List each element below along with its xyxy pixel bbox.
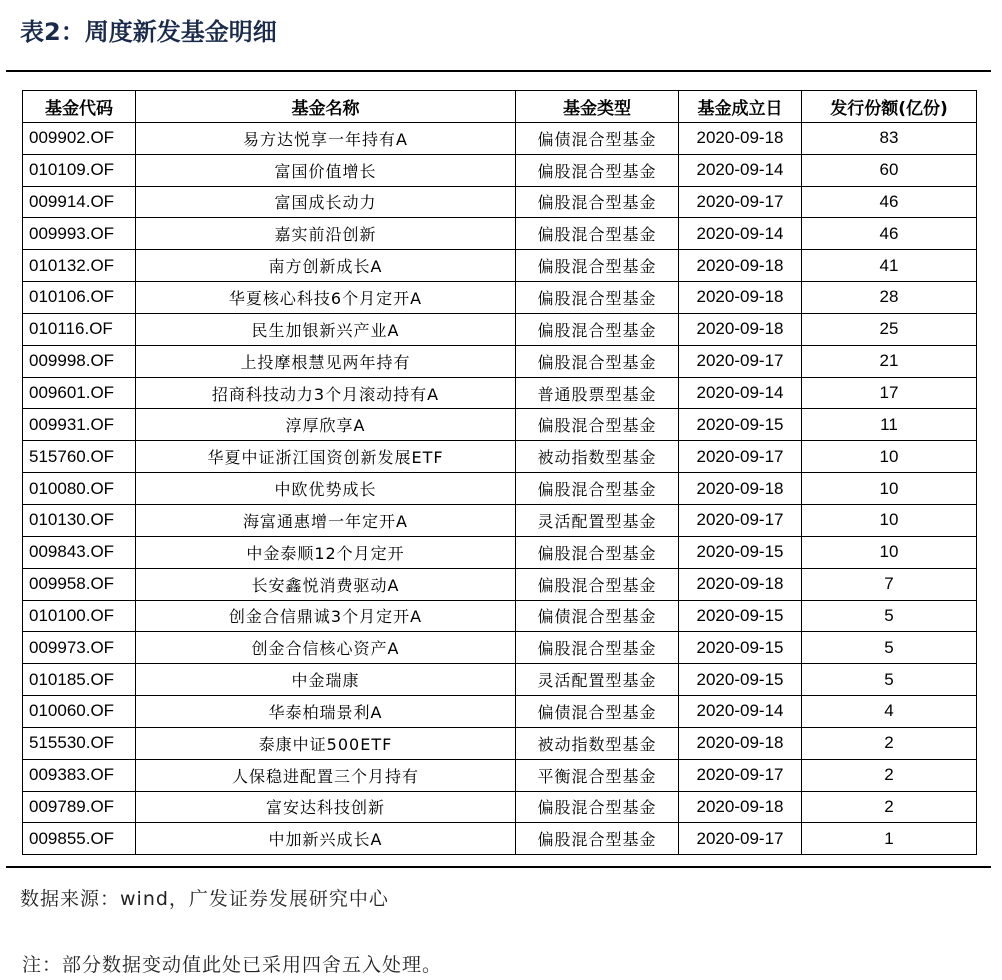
fund-code-cell: 009931.OF [23,409,136,441]
fund-type-cell: 偏股混合型基金 [516,345,679,377]
fund-code-cell: 009973.OF [23,632,136,664]
issue-shares-cell: 41 [802,250,977,282]
fund-type-cell: 偏股混合型基金 [516,632,679,664]
fund-code-cell: 010106.OF [23,282,136,314]
header-inception-date: 基金成立日 [679,91,802,123]
table-row [23,823,977,855]
source-note: 数据来源：wind，广发证券发展研究中心 [20,888,389,910]
fund-type-cell: 偏股混合型基金 [516,154,679,186]
table-row [23,632,977,664]
issue-shares-cell: 21 [802,345,977,377]
fund-type-cell: 平衡混合型基金 [516,759,679,791]
table-row [23,409,977,441]
fund-name-cell: 富国价值增长 [136,154,516,186]
fund-code-cell: 010100.OF [23,600,136,632]
fund-name-cell: 易方达悦享一年持有A [136,122,516,154]
table-row [23,504,977,536]
fund-code-cell: 009843.OF [23,536,136,568]
inception-date-cell: 2020-09-15 [679,600,802,632]
fund-code-cell: 010185.OF [23,664,136,696]
inception-date-cell: 2020-09-17 [679,823,802,855]
issue-shares-cell: 5 [802,632,977,664]
inception-date-cell: 2020-09-14 [679,218,802,250]
issue-shares-cell: 17 [802,377,977,409]
fund-type-cell: 灵活配置型基金 [516,664,679,696]
issue-shares-cell: 46 [802,186,977,218]
header-fund-type: 基金类型 [516,91,679,123]
fund-name-cell: 民生加银新兴产业A [136,313,516,345]
inception-date-cell: 2020-09-14 [679,696,802,728]
inception-date-cell: 2020-09-18 [679,473,802,505]
table-row [23,600,977,632]
fund-name-cell: 创金合信鼎诚3个月定开A [136,600,516,632]
inception-date-cell: 2020-09-15 [679,536,802,568]
inception-date-cell: 2020-09-15 [679,409,802,441]
table-row [23,664,977,696]
fund-name-cell: 中加新兴成长A [136,823,516,855]
fund-code-cell: 009855.OF [23,823,136,855]
fund-table [22,90,977,855]
issue-shares-cell: 11 [802,409,977,441]
issue-shares-cell: 7 [802,568,977,600]
inception-date-cell: 2020-09-17 [679,759,802,791]
fund-type-cell: 偏债混合型基金 [516,122,679,154]
fund-name-cell: 嘉实前沿创新 [136,218,516,250]
issue-shares-cell: 10 [802,441,977,473]
inception-date-cell: 2020-09-18 [679,122,802,154]
fund-name-cell: 中欧优势成长 [136,473,516,505]
issue-shares-cell: 2 [802,727,977,759]
fund-name-cell: 富国成长动力 [136,186,516,218]
fund-code-cell: 010116.OF [23,313,136,345]
fund-name-cell: 创金合信核心资产A [136,632,516,664]
table-row [23,154,977,186]
fund-name-cell: 华夏中证浙江国资创新发展ETF [136,441,516,473]
issue-shares-cell: 28 [802,282,977,314]
fund-code-cell: 009914.OF [23,186,136,218]
fund-type-cell: 偏股混合型基金 [516,313,679,345]
fund-type-cell: 偏股混合型基金 [516,568,679,600]
header-issue-shares: 发行份额(亿份) [802,91,977,123]
fund-type-cell: 灵活配置型基金 [516,504,679,536]
issue-shares-cell: 5 [802,600,977,632]
issue-shares-cell: 2 [802,791,977,823]
fund-type-cell: 偏股混合型基金 [516,473,679,505]
issue-shares-cell: 4 [802,696,977,728]
fund-code-cell: 009789.OF [23,791,136,823]
table-body [23,122,977,854]
fund-type-cell: 偏股混合型基金 [516,218,679,250]
fund-code-cell: 009601.OF [23,377,136,409]
page-title: 表2：周度新发基金明细 [20,18,277,46]
fund-code-cell: 010132.OF [23,250,136,282]
issue-shares-cell: 5 [802,664,977,696]
inception-date-cell: 2020-09-17 [679,345,802,377]
fund-code-cell: 010130.OF [23,504,136,536]
fund-code-cell: 009383.OF [23,759,136,791]
fund-type-cell: 偏债混合型基金 [516,600,679,632]
fund-code-cell: 515760.OF [23,441,136,473]
fund-name-cell: 中金瑞康 [136,664,516,696]
fund-name-cell: 海富通惠增一年定开A [136,504,516,536]
fund-code-cell: 010109.OF [23,154,136,186]
fund-name-cell: 人保稳进配置三个月持有 [136,759,516,791]
inception-date-cell: 2020-09-15 [679,632,802,664]
inception-date-cell: 2020-09-18 [679,282,802,314]
table-row [23,536,977,568]
table-row [23,122,977,154]
fund-type-cell: 偏股混合型基金 [516,282,679,314]
inception-date-cell: 2020-09-17 [679,441,802,473]
table-header-row [23,91,977,123]
inception-date-cell: 2020-09-18 [679,727,802,759]
table-row [23,313,977,345]
inception-date-cell: 2020-09-18 [679,568,802,600]
table-row [23,759,977,791]
fund-type-cell: 偏股混合型基金 [516,791,679,823]
fund-name-cell: 长安鑫悦消费驱动A [136,568,516,600]
footnote: 注：部分数据变动值此处已采用四舍五入处理。 [22,954,443,976]
fund-type-cell: 偏股混合型基金 [516,409,679,441]
table-row [23,282,977,314]
table-row [23,345,977,377]
table-row [23,441,977,473]
fund-type-cell: 被动指数型基金 [516,727,679,759]
table-row [23,218,977,250]
issue-shares-cell: 2 [802,759,977,791]
issue-shares-cell: 83 [802,122,977,154]
header-fund-code: 基金代码 [23,91,136,123]
fund-type-cell: 被动指数型基金 [516,441,679,473]
issue-shares-cell: 10 [802,473,977,505]
fund-name-cell: 中金泰顺12个月定开 [136,536,516,568]
fund-name-cell: 南方创新成长A [136,250,516,282]
table-row [23,727,977,759]
fund-name-cell: 富安达科技创新 [136,791,516,823]
fund-type-cell: 偏股混合型基金 [516,186,679,218]
fund-code-cell: 010080.OF [23,473,136,505]
inception-date-cell: 2020-09-14 [679,154,802,186]
inception-date-cell: 2020-09-15 [679,664,802,696]
inception-date-cell: 2020-09-17 [679,186,802,218]
fund-code-cell: 009958.OF [23,568,136,600]
fund-name-cell: 泰康中证500ETF [136,727,516,759]
bottom-rule [6,866,991,868]
fund-type-cell: 偏股混合型基金 [516,823,679,855]
fund-name-cell: 淳厚欣享A [136,409,516,441]
inception-date-cell: 2020-09-18 [679,313,802,345]
fund-code-cell: 009902.OF [23,122,136,154]
fund-type-cell: 普通股票型基金 [516,377,679,409]
fund-code-cell: 009998.OF [23,345,136,377]
inception-date-cell: 2020-09-18 [679,791,802,823]
fund-name-cell: 招商科技动力3个月滚动持有A [136,377,516,409]
table-row [23,791,977,823]
fund-code-cell: 009993.OF [23,218,136,250]
header-fund-name: 基金名称 [136,91,516,123]
inception-date-cell: 2020-09-18 [679,250,802,282]
issue-shares-cell: 25 [802,313,977,345]
fund-name-cell: 华泰柏瑞景利A [136,696,516,728]
issue-shares-cell: 46 [802,218,977,250]
issue-shares-cell: 60 [802,154,977,186]
issue-shares-cell: 10 [802,536,977,568]
table-row [23,473,977,505]
fund-type-cell: 偏债混合型基金 [516,696,679,728]
top-rule [6,70,991,72]
issue-shares-cell: 10 [802,504,977,536]
inception-date-cell: 2020-09-17 [679,504,802,536]
table-row [23,250,977,282]
fund-name-cell: 华夏核心科技6个月定开A [136,282,516,314]
table-row [23,377,977,409]
fund-name-cell: 上投摩根慧见两年持有 [136,345,516,377]
issue-shares-cell: 1 [802,823,977,855]
table-row [23,186,977,218]
table-row [23,568,977,600]
fund-code-cell: 010060.OF [23,696,136,728]
inception-date-cell: 2020-09-14 [679,377,802,409]
table-row [23,696,977,728]
fund-code-cell: 515530.OF [23,727,136,759]
fund-type-cell: 偏股混合型基金 [516,250,679,282]
fund-type-cell: 偏股混合型基金 [516,536,679,568]
